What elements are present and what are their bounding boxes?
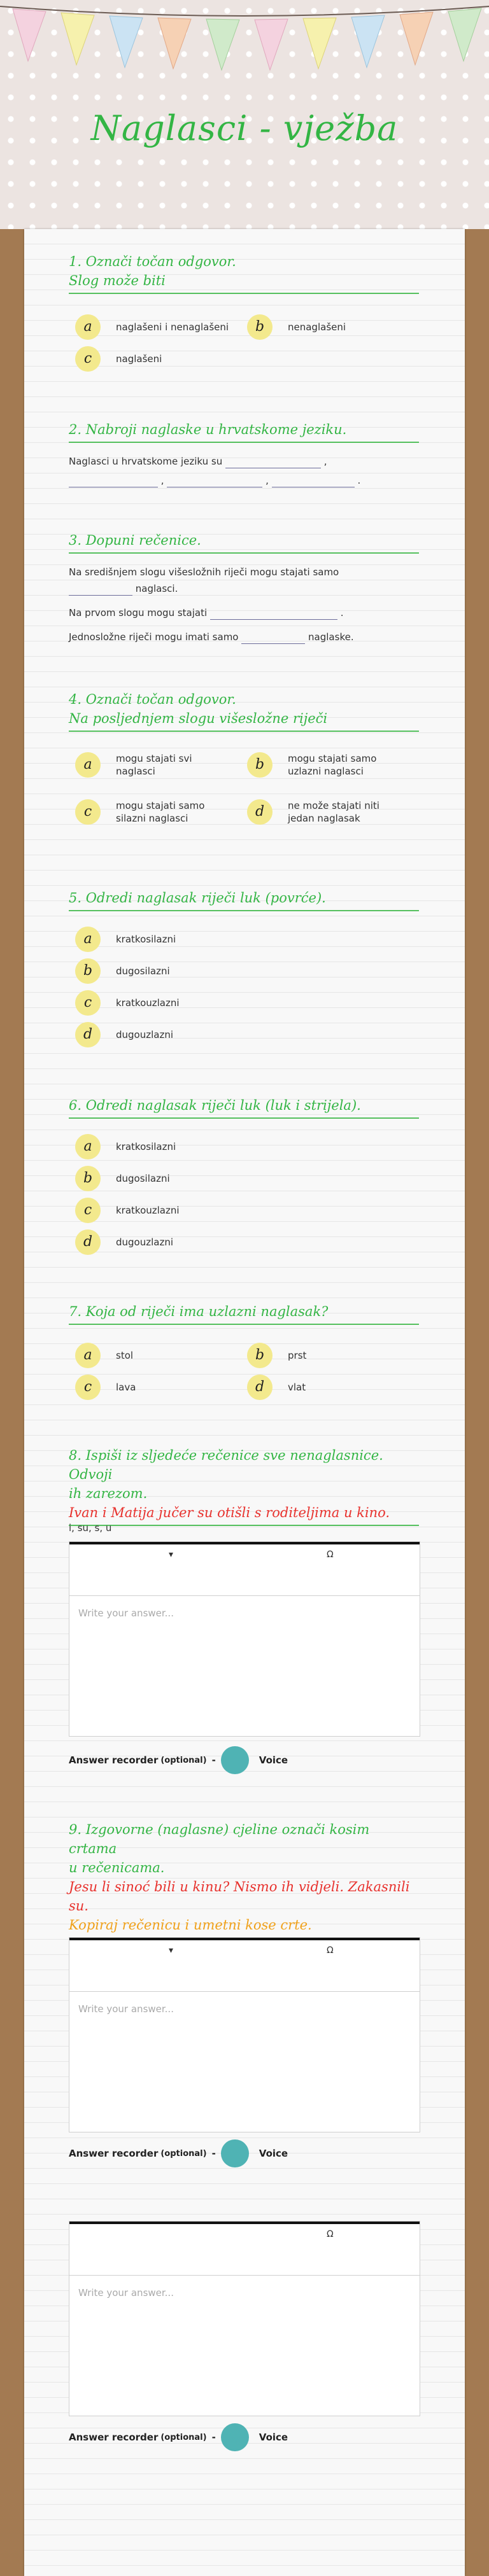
q4-title: 4. Označi točan odgovor.	[69, 692, 236, 707]
q2-title: 2. Nabroji naglaske u hrvatskome jeziku.	[69, 422, 347, 437]
q1-option-b[interactable]	[247, 314, 346, 340]
option-badge: b	[247, 314, 273, 340]
option-label: stol	[116, 1350, 134, 1361]
divider	[69, 552, 419, 554]
option-label: jedan naglasak	[288, 813, 360, 824]
q3-text: naglaske.	[308, 631, 354, 643]
option-badge: b	[247, 1343, 273, 1368]
voice-record-button[interactable]	[221, 2423, 249, 2451]
option-label: nenaglašeni	[288, 321, 346, 333]
option-badge: b	[75, 958, 101, 984]
q7-header	[69, 1302, 419, 1325]
q7-title: 7. Koja od riječi ima uzlazni naglasak?	[69, 1304, 329, 1319]
editor-toolbar	[69, 1938, 420, 1992]
recorder-dash: -	[211, 2432, 216, 2443]
q3-sentence3	[69, 630, 354, 644]
q4-subtitle: Na posljednjem slogu višesložne riječi	[69, 711, 328, 726]
option-label: kratkosilazni	[116, 1141, 176, 1152]
recorder-optional: (optional)	[160, 2148, 207, 2159]
option-badge: c	[75, 346, 101, 372]
q6-header	[69, 1096, 419, 1119]
option-label: kratkouzlazni	[116, 997, 180, 1009]
q9-sentence-cont: su.	[69, 1898, 89, 1914]
special-char-icon[interactable]: Ω	[327, 1945, 334, 1956]
q4-header	[69, 690, 419, 732]
recorder-dash: -	[211, 1754, 216, 1766]
punct: ,	[323, 456, 327, 467]
q4-option-c[interactable]	[75, 799, 204, 825]
q9-title-cont: u rečenicama.	[69, 1860, 165, 1875]
q7-option-d[interactable]	[247, 1375, 306, 1400]
recorder-optional: (optional)	[160, 2432, 207, 2442]
q1-option-c[interactable]	[75, 346, 162, 372]
option-badge: a	[75, 752, 101, 778]
recorder-label: Answer recorder	[69, 2432, 159, 2443]
divider	[69, 293, 419, 294]
q5-header	[69, 888, 419, 911]
q9-answer-editor-2	[69, 2221, 420, 2416]
punct: .	[357, 475, 361, 486]
q6-option-b[interactable]	[75, 1166, 170, 1191]
voice-label: Voice	[259, 1754, 288, 1766]
q8-prefill-text: i, su, s, u	[69, 1522, 112, 1534]
option-badge: d	[247, 1375, 273, 1400]
q9-sentence: Jesu li sinoć bili u kinu? Nismo ih vidjeli. Zakasnili	[69, 1879, 410, 1894]
q9-answer-recorder-2	[69, 2423, 288, 2451]
option-label: naglašeni i nenaglašeni	[116, 321, 229, 333]
option-badge: d	[75, 1229, 101, 1255]
q9-answer-recorder-1	[69, 2139, 288, 2167]
recorder-label: Answer recorder	[69, 1754, 159, 1766]
q1-subtitle: Slog može biti	[69, 273, 166, 288]
option-label: prst	[288, 1350, 307, 1361]
editor-toolbar	[69, 1542, 420, 1596]
option-badge: c	[75, 1198, 101, 1223]
q7-option-c[interactable]	[75, 1375, 136, 1400]
option-label: ne može stajati niti	[288, 800, 379, 811]
option-badge: c	[75, 1375, 101, 1400]
voice-label: Voice	[259, 2148, 288, 2159]
q2-text: Naglasci u hrvatskome jeziku su	[69, 456, 223, 467]
special-char-icon[interactable]: Ω	[327, 1550, 334, 1560]
dropdown-icon[interactable]: ▾	[169, 1550, 174, 1560]
option-label: dugouzlazni	[116, 1236, 174, 1248]
option-label: vlat	[288, 1382, 306, 1393]
answer-textarea[interactable]: Write your answer...	[78, 1607, 174, 1619]
voice-record-button[interactable]	[221, 2139, 249, 2167]
q3-text: Na prvom slogu mogu stajati	[69, 607, 208, 619]
option-badge: a	[75, 927, 101, 952]
recorder-label: Answer recorder	[69, 2148, 159, 2159]
option-badge: c	[75, 799, 101, 825]
q3-text: Jednosložne riječi mogu imati samo	[69, 631, 239, 643]
option-badge: d	[247, 799, 273, 825]
divider	[69, 1117, 419, 1119]
q9-instruction: Kopiraj rečenicu i umetni kose crte.	[69, 1917, 312, 1933]
q3-text: naglasci.	[135, 583, 178, 594]
option-label: naglašeni	[116, 353, 162, 365]
option-badge: d	[75, 1022, 101, 1047]
q8-title-cont: ih zarezom.	[69, 1486, 148, 1501]
option-label: dugosilazni	[116, 1173, 170, 1184]
q5-option-b[interactable]	[75, 958, 170, 984]
option-label: kratkosilazni	[116, 934, 176, 945]
option-label: dugouzlazni	[116, 1029, 174, 1040]
option-badge: b	[75, 1166, 101, 1191]
q8-header	[69, 1446, 419, 1526]
q4-option-d[interactable]	[247, 799, 379, 825]
q1-option-a[interactable]	[75, 314, 229, 340]
q7-option-b[interactable]	[247, 1343, 306, 1368]
option-badge: c	[75, 990, 101, 1016]
punct: ,	[266, 475, 269, 486]
special-char-icon[interactable]: Ω	[327, 2229, 334, 2239]
q5-title: 5. Odredi naglasak riječi luk (povrće).	[69, 890, 326, 906]
option-label: silazni naglasci	[116, 813, 188, 824]
option-badge: a	[75, 1134, 101, 1159]
recorder-optional: (optional)	[160, 1755, 207, 1765]
q2-line2	[69, 473, 360, 487]
option-badge: a	[75, 1343, 101, 1368]
q6-option-c[interactable]	[75, 1198, 180, 1223]
option-label: mogu stajati samo	[288, 753, 377, 764]
q3-header	[69, 531, 419, 554]
voice-label: Voice	[259, 2432, 288, 2443]
option-label: kratkouzlazni	[116, 1205, 180, 1216]
q4-option-b[interactable]	[247, 752, 376, 778]
q4-option-a[interactable]	[75, 752, 192, 778]
q1-header	[69, 252, 419, 294]
blank-input[interactable]	[210, 609, 337, 620]
blank-input[interactable]	[225, 458, 321, 468]
dropdown-icon[interactable]: ▾	[169, 1945, 174, 1956]
q3-sentence1	[69, 565, 339, 579]
q3-sentence1-cont	[69, 582, 178, 596]
divider	[69, 910, 419, 911]
q6-option-d[interactable]	[75, 1229, 173, 1255]
q9-header	[69, 1820, 419, 1938]
page-title: Naglasci - vježba	[90, 108, 399, 148]
q9-title: 9. Izgovorne (naglasne) cjeline označi kosim crtama	[69, 1822, 370, 1856]
divider	[69, 731, 419, 732]
q7-option-a[interactable]	[75, 1343, 133, 1368]
q8-title: 8. Ispiši iz sljedeće rečenice sve nenaglasnice. Odvoji	[69, 1448, 383, 1482]
q5-option-c[interactable]	[75, 990, 180, 1016]
option-label: mogu stajati svi	[116, 753, 192, 764]
option-label: mogu stajati samo	[116, 800, 205, 811]
option-label: dugosilazni	[116, 965, 170, 977]
divider	[69, 1324, 419, 1325]
blank-input[interactable]	[69, 477, 158, 487]
q3-text: .	[340, 607, 344, 619]
voice-record-button[interactable]	[221, 1746, 249, 1774]
blank-input[interactable]	[241, 633, 305, 644]
q1-title: 1. Označi točan odgovor.	[69, 254, 236, 269]
punct: ,	[160, 475, 164, 486]
bunting-decoration	[0, 0, 489, 76]
answer-textarea[interactable]: Write your answer...	[78, 2287, 174, 2299]
q5-option-d[interactable]	[75, 1022, 173, 1047]
blank-input[interactable]	[272, 477, 355, 487]
q3-title: 3. Dopuni rečenice.	[69, 533, 201, 548]
recorder-dash: -	[211, 2148, 216, 2159]
option-badge: a	[75, 314, 101, 340]
header-banner	[0, 0, 489, 229]
editor-toolbar	[69, 2222, 420, 2276]
divider	[69, 442, 419, 443]
option-label: lava	[116, 1382, 136, 1393]
q2-header	[69, 420, 419, 443]
blank-input[interactable]	[69, 585, 132, 596]
q9-answer-editor-1	[69, 1937, 420, 2132]
option-label: naglasci	[116, 766, 155, 777]
q5-option-a[interactable]	[75, 927, 176, 952]
q8-answer-recorder	[69, 1746, 288, 1774]
q3-text: Na središnjem slogu višesložnih riječi mogu stajati samo	[69, 566, 339, 578]
blank-input[interactable]	[167, 477, 262, 487]
q3-sentence2	[69, 606, 344, 620]
q6-option-a[interactable]	[75, 1134, 176, 1159]
option-label: uzlazni naglasci	[288, 766, 364, 777]
q8-sentence: Ivan i Matija jučer su otišli s roditeljima u kino.	[69, 1505, 390, 1520]
answer-textarea[interactable]: Write your answer...	[78, 2003, 174, 2015]
q6-title: 6. Odredi naglasak riječi luk (luk i strijela).	[69, 1098, 361, 1113]
option-badge: b	[247, 752, 273, 778]
q2-line1	[69, 454, 327, 468]
divider	[69, 1525, 419, 1526]
q8-answer-editor	[69, 1541, 420, 1737]
